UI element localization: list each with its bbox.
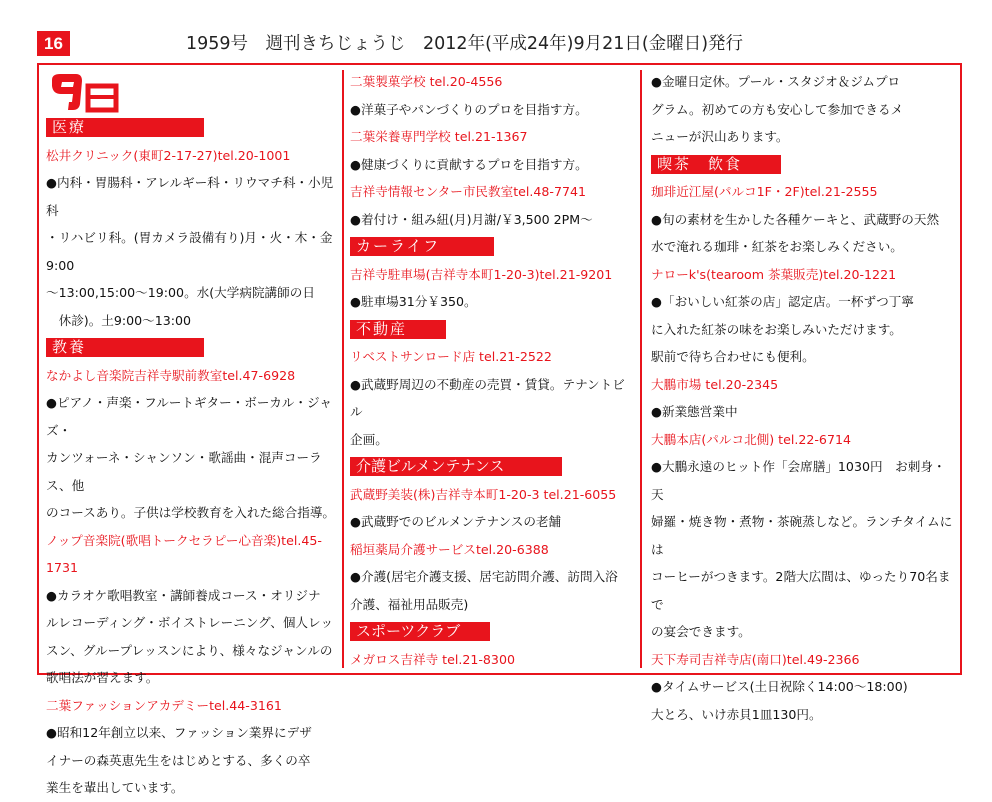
- section-body-iryo: [46, 142, 338, 335]
- section-body-fudosan: [350, 343, 636, 453]
- section-body-kyoyo: [46, 362, 338, 802]
- column-divider: [342, 70, 344, 668]
- listing-text: ●カラオケ歌唱教室・講師養成コース・オリジナ: [46, 587, 321, 603]
- section-body-carlife: [350, 261, 636, 316]
- listing-text: 業生を輩出しています。: [46, 780, 184, 795]
- listing-name: 武蔵野美装(株)吉祥寺本町1-20-3 tel.21-6055: [350, 486, 617, 502]
- listing-text: ●内科・胃腸科・アレルギー科・リウマチ科・小児科: [46, 175, 334, 218]
- section-heading-kaigo: 介護ビルメンテナンス: [350, 457, 562, 476]
- listing-text: グラム。初めての方も安心して参加できるメ: [651, 101, 904, 117]
- listing-text: ・リハビリ科。(胃カメラ設備有り)月・火・木・金9:00: [46, 230, 333, 273]
- section-heading-fudosan: 不動産: [350, 320, 446, 339]
- listing-name: メガロス吉祥寺 tel.21-8300: [350, 651, 515, 667]
- listing-text: 歌唱法が習えます。: [46, 670, 159, 685]
- listing-text: ●健康づくりに貢献するプロを目指す方。: [350, 156, 588, 172]
- listing-text: に入れた紅茶の味をお楽しみいただけます。: [651, 321, 902, 337]
- listing-name: 二葉栄養専門学校 tel.21-1367: [350, 129, 528, 144]
- listing-name: 松井クリニック(東町2-17-27)tel.20-1001: [46, 147, 291, 163]
- section-heading-iryo: 医療: [46, 118, 204, 137]
- listing-text: のコースあり。子供は学校教育を入れた総合指導。: [46, 505, 336, 520]
- listing-text: ●大鵬永遠のヒット作「会席膳」1030円 お刺身・天: [651, 459, 946, 502]
- column-divider: [640, 70, 642, 668]
- listing-name: 大鵬市場 tel.20-2345: [651, 376, 779, 392]
- column-3: [651, 68, 957, 728]
- listing-text: コーヒーがつきます。2階大広間は、ゆったり70名まで: [651, 569, 951, 612]
- listing-text: ●着付け・組み紐(月)月謝/￥3,500 2PM～: [350, 211, 593, 227]
- listing-name: 稲垣薬局介護サービスtel.20-6388: [350, 541, 549, 557]
- month-logo: [46, 72, 126, 114]
- listing-text: カンツォーネ・シャンソン・歌謡曲・混声コーラス、他: [46, 450, 322, 493]
- listing-text: ●「おいしい紅茶の店」認定店。一杯ずつ丁寧: [651, 294, 914, 309]
- listing-name: なかよし音楽院吉祥寺駅前教室tel.47-6928: [46, 367, 296, 383]
- listing-text: ●武蔵野周辺の不動産の売買・賃貸。テナントビル: [350, 376, 625, 419]
- listing-name: リベストサンロード店 tel.21-2522: [350, 349, 552, 364]
- listing-text: ●旬の素材を生かした各種ケーキと、武蔵野の天然: [651, 211, 940, 227]
- page-number: 16: [37, 31, 70, 56]
- listing-text: ●武蔵野でのビルメンテナンスの老舗: [350, 514, 562, 529]
- listing-text: ●タイムサービス(土日祝除く14:00～18:00): [651, 679, 908, 694]
- listing-text: ●介護(居宅介護支援、居宅訪問介護、訪問入浴: [350, 569, 618, 584]
- listing-text: ●新業態営業中: [651, 404, 738, 419]
- listing-text: 水で淹れる珈琲・紅茶をお楽しみください。: [651, 239, 903, 254]
- issue-header: 1959号 週刊きちじょうじ 2012年(平成24年)9月21日(金曜日)発行: [186, 34, 744, 54]
- listing-text: ルレコーディング・ボイストレーニング、個人レッ: [46, 615, 334, 630]
- listing-name: 珈琲近江屋(パルコ1F・2F)tel.21-2555: [651, 184, 878, 199]
- section-body-schools: [350, 68, 636, 233]
- section-body-sports: [350, 646, 636, 674]
- listing-text: イナーの森英恵先生をはじめとする、多くの卒: [46, 752, 311, 768]
- section-heading-carlife: カーライフ: [350, 237, 494, 256]
- section-heading-kyoyo: 教養: [46, 338, 204, 357]
- listing-text: 婦羅・焼き物・煮物・茶碗蒸しなど。ランチタイムには: [651, 514, 953, 557]
- listing-text: ～13:00,15:00～19:00。水(大学病院講師の日: [46, 285, 315, 300]
- column-2: [350, 68, 636, 673]
- listing-text: の宴会できます。: [651, 624, 751, 639]
- section-heading-sports: スポーツクラブ: [350, 622, 490, 641]
- listing-name: 二葉ファッションアカデミーtel.44-3161: [46, 697, 282, 713]
- listing-name: 吉祥寺駐車場(吉祥寺本町1-20-3)tel.21-9201: [350, 266, 613, 282]
- listing-name: 大鵬本店(パルコ北側) tel.22-6714: [651, 431, 851, 447]
- listing-name: 吉祥寺情報センター市民教室tel.48-7741: [350, 184, 587, 199]
- listing-text: ●金曜日定休。プール・スタジオ＆ジムプロ: [651, 74, 901, 89]
- listing-text: 駅前で待ち合わせにも便利。: [651, 349, 815, 364]
- listing-text: 企画。: [350, 431, 388, 447]
- listing-text: スン、グループレッスンにより、様々なジャンルの: [46, 642, 333, 658]
- listing-text: 大とろ、いけ赤貝1皿130円。: [651, 706, 822, 722]
- listing-text: ニューが沢山あります。: [651, 129, 789, 144]
- listing-text: 介護、福祉用品販売): [350, 596, 469, 612]
- listing-text: ●ピアノ・声楽・フルートギター・ボーカル・ジャズ・: [46, 395, 332, 438]
- listing-name: ノップ音楽院(歌唱トークセラピー心音楽)tel.45-1731: [46, 532, 322, 575]
- listing-name: 二葉製菓学校 tel.20-4556: [350, 74, 503, 89]
- listing-text: ●洋菓子やパンづくりのプロを目指す方。: [350, 101, 588, 117]
- listing-name: ナローk's(tearoom 茶葉販売)tel.20-1221: [651, 266, 897, 282]
- column-1: [46, 70, 338, 802]
- listing-name: 天下寿司吉祥寺店(南口)tel.49-2366: [651, 651, 860, 667]
- section-body-sports-cont: [651, 68, 957, 151]
- listing-text: ●昭和12年創立以来、ファッション業界にデザ: [46, 725, 312, 740]
- listing-text: ●駐車場31分￥350。: [350, 294, 477, 309]
- listing-text: 休診)。土9:00～13:00: [46, 312, 192, 328]
- section-body-kissa: [651, 178, 957, 728]
- section-body-kaigo: [350, 481, 636, 619]
- section-heading-kissa: 喫茶 飲食: [651, 155, 781, 174]
